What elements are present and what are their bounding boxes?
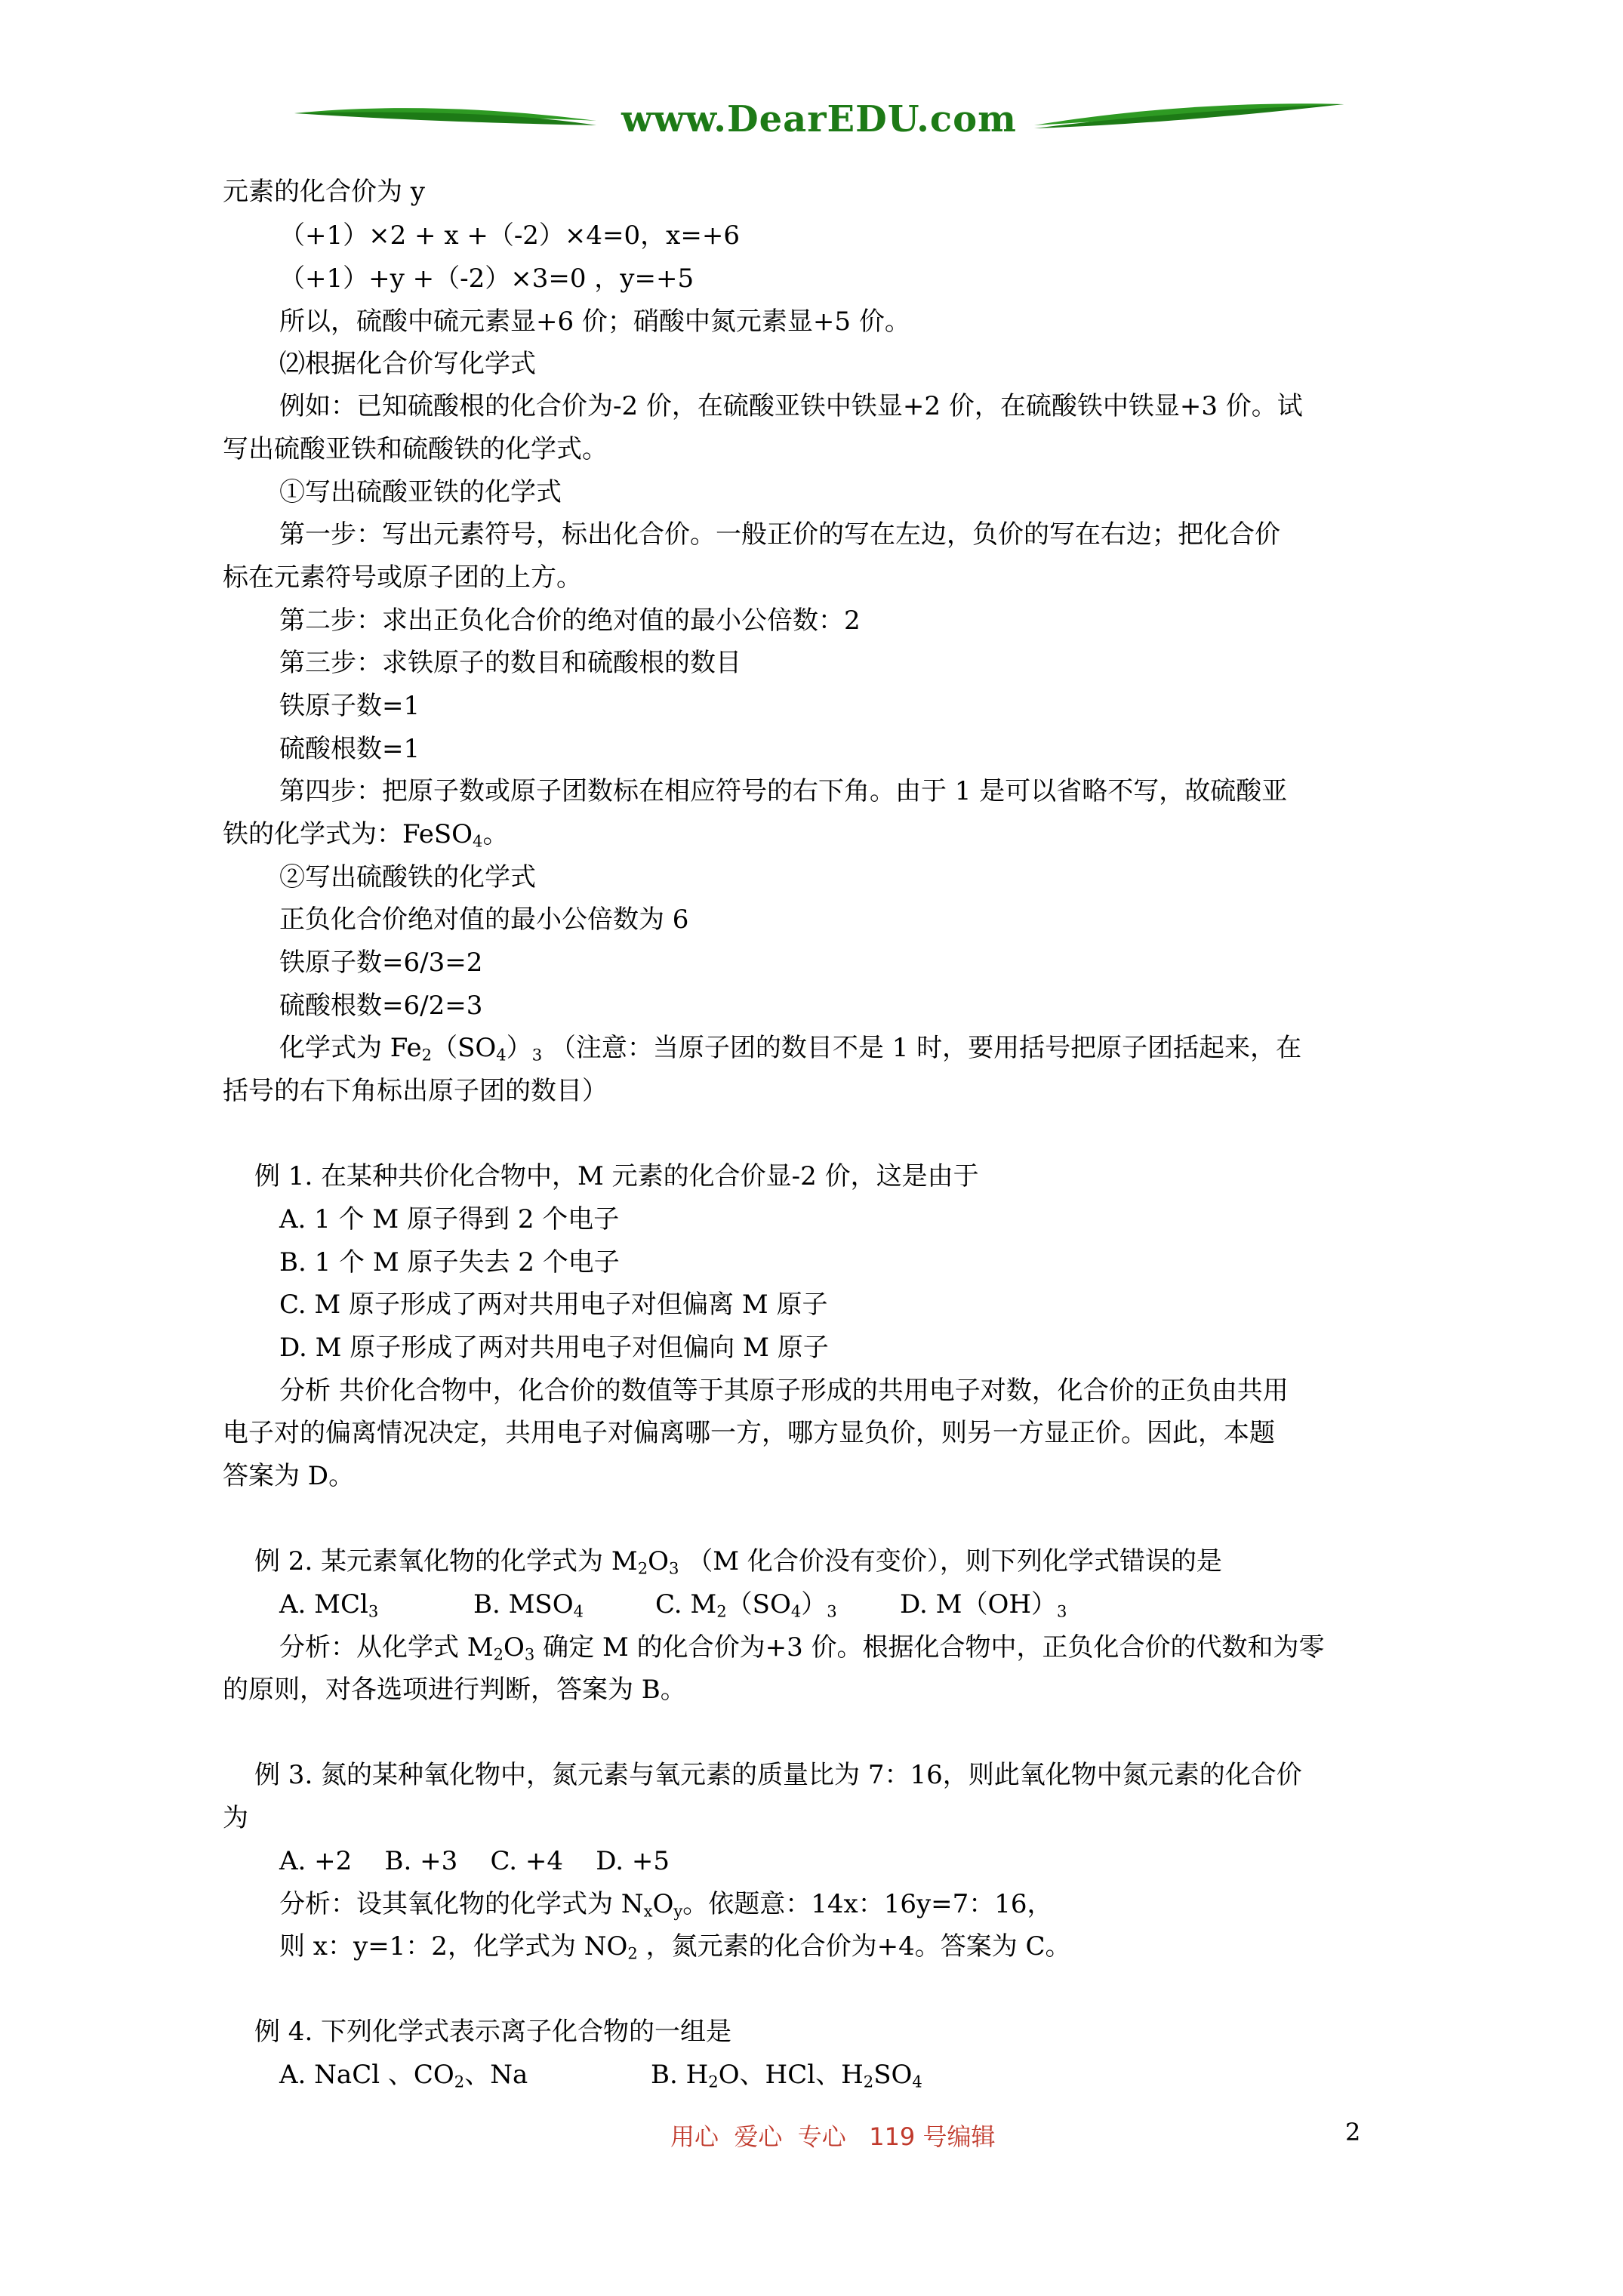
subscript: 2 (627, 1943, 638, 1963)
text-line: 括号的右下角标出原子团的数目） (223, 1076, 608, 1106)
example-2-options (279, 1588, 1067, 1621)
example-1-analysis: 答案为 D。 (223, 1461, 355, 1491)
text-line: 铁原子数=1 (279, 691, 420, 721)
example-1-analysis: 电子对的偏离情况决定，共用电子对偏离哪一方，哪方显负价，则另一方显正价。因此，本题 (223, 1418, 1275, 1448)
subscript: 4 (496, 1045, 507, 1065)
formula-text: ） (801, 1589, 827, 1620)
formula-text: 、Na (464, 2060, 528, 2090)
text-line: 标在元素符号或原子团的上方。 (223, 562, 582, 593)
example-1-question: 例 1. 在某种共价化合物中，M 元素的化合价显-2 价，这是由于 (254, 1161, 979, 1191)
text-line: 第三步：求铁原子的数目和硫酸根的数目 (279, 648, 741, 678)
formula-text: 铁的化学式为：FeSO (223, 819, 473, 849)
example-2-question (254, 1545, 1222, 1578)
subscript: x (643, 1901, 653, 1921)
analysis-text: ，氮元素的化合价为+4。答案为 C。 (637, 1931, 1071, 1962)
site-logo-text[interactable]: www.DearEDU.com (621, 98, 1017, 140)
option-b: B. MSO (473, 1589, 574, 1620)
option-a: A. MCl (279, 1589, 368, 1620)
text-line: 第二步：求出正负化合价的绝对值的最小公倍数：2 (279, 606, 861, 636)
formula-text: O (504, 1632, 525, 1663)
subscript: 4 (573, 1601, 584, 1621)
page-footer (0, 2118, 1623, 2156)
subscript: 3 (524, 1644, 535, 1664)
option-c: C. M (655, 1589, 717, 1620)
text-line (223, 818, 508, 851)
analysis-text: 分析：从化学式 M (279, 1632, 494, 1663)
text-line: 例如：已知硫酸根的化合价为-2 价，在硫酸亚铁中铁显+2 价，在硫酸铁中铁显+3 价。试 (279, 391, 1303, 421)
example-2-analysis (279, 1631, 1325, 1664)
example-4-options (279, 2058, 922, 2091)
example-3-analysis (279, 1930, 1071, 1963)
subsection-heading: ①写出硫酸亚铁的化学式 (279, 477, 562, 507)
note-text: （注意：当原子团的数目不是 1 时，要用括号把原子团括起来，在 (542, 1033, 1302, 1063)
option-b: B. H (651, 2060, 709, 2090)
formula-text: （SO (432, 1033, 497, 1063)
analysis-text: 。依题意：14x：16y=7：16， (682, 1889, 1053, 1919)
text-line: 铁原子数=6/3=2 (279, 948, 483, 978)
text-line: 正负化合价绝对值的最小公倍数为 6 (279, 905, 689, 935)
header-banner (294, 91, 1344, 163)
example-1-option-a: A. 1 个 M 原子得到 2 个电子 (279, 1204, 620, 1234)
text-line: 硫酸根数=1 (279, 734, 420, 764)
subscript: 2 (863, 2072, 874, 2091)
section-heading: ⑵根据化合价写化学式 (279, 349, 536, 379)
analysis-text: 确定 M 的化合价为+3 价。根据化合物中，正负化合价的代数和为零 (534, 1632, 1325, 1663)
formula-text: ） (506, 1033, 532, 1063)
analysis-text: 则 x：y=1：2，化学式为 NO (279, 1931, 628, 1962)
subscript: 4 (912, 2072, 922, 2091)
subscript: 4 (473, 831, 483, 851)
subscript: 2 (454, 2072, 465, 2091)
subscript: 3 (531, 1045, 543, 1065)
subscript: 2 (708, 2072, 719, 2091)
example-1-option-d: D. M 原子形成了两对共用电子对但偏向 M 原子 (279, 1333, 829, 1363)
text-line: 写出硫酸亚铁和硫酸铁的化学式。 (223, 434, 608, 464)
example-3-options: A. +2 B. +3 C. +4 D. +5 (279, 1846, 670, 1876)
text-line (279, 1031, 1301, 1065)
text-line: 元素的化合价为 y (223, 177, 426, 207)
formula-text: （SO (726, 1589, 791, 1620)
example-1-option-b: B. 1 个 M 原子失去 2 个电子 (279, 1247, 620, 1277)
example-4-question: 例 4. 下列化学式表示离子化合物的一组是 (254, 2017, 732, 2047)
subscript: 3 (668, 1558, 679, 1578)
formula-text: O (652, 1889, 674, 1919)
subscript: 4 (790, 1601, 802, 1621)
subscript: 2 (716, 1601, 727, 1621)
subscript: 2 (493, 1644, 504, 1664)
text-line: 第一步：写出元素符号，标出化合价。一般正价的写在左边，负价的写在右边；把化合价 (279, 519, 1280, 550)
subscript: 2 (421, 1045, 433, 1065)
page-number: 2 (1345, 2118, 1361, 2147)
analysis-text: 分析：设其氧化物的化学式为 N (279, 1889, 644, 1919)
example-2-analysis: 的原则，对各选项进行判断，答案为 B。 (223, 1675, 686, 1705)
formula-text: O、HCl、H (718, 2060, 864, 2090)
subscript: 3 (1057, 1601, 1067, 1621)
text-line: （+1）×2 + x +（-2）×4=0，x=+6 (279, 220, 740, 251)
subscript: 3 (368, 1601, 379, 1621)
question-text: 例 2. 某元素氧化物的化学式为 M (254, 1546, 638, 1576)
question-text: （M 化合价没有变价），则下列化学式错误的是 (679, 1546, 1222, 1576)
option-d: D. M（OH） (900, 1589, 1058, 1620)
example-3-question: 例 3. 氮的某种氧化物中，氮元素与氧元素的质量比为 7：16，则此氧化物中氮元素的化合价 (254, 1760, 1302, 1790)
formula-text: 化学式为 Fe (279, 1033, 422, 1063)
formula-text: O (648, 1546, 669, 1576)
text-line: 所以，硫酸中硫元素显+6 价；硝酸中氮元素显+5 价。 (279, 307, 910, 337)
subscript: 3 (827, 1601, 837, 1621)
text-line: 硫酸根数=6/2=3 (279, 991, 483, 1021)
text-line: 第四步：把原子数或原子团数标在相应符号的右下角。由于 1 是可以省略不写，故硫酸亚 (279, 776, 1288, 806)
formula-text: SO (873, 2060, 913, 2090)
option-a: A. NaCl 、CO (279, 2060, 454, 2090)
example-1-analysis: 分析 共价化合物中，化合价的数值等于其原子形成的共用电子对数，化合价的正负由共用 (279, 1376, 1289, 1406)
text-line: （+1）+y +（-2）×3=0 ，y=+5 (279, 264, 694, 294)
example-1-option-c: C. M 原子形成了两对共用电子对但偏离 M 原子 (279, 1290, 828, 1320)
subscript: y (673, 1901, 683, 1921)
example-3-analysis (279, 1888, 1053, 1921)
footer-slogan: 用心 爱心 专心 119 号编辑 (670, 2122, 996, 2151)
subscript: 2 (637, 1558, 648, 1578)
punctuation: 。 (482, 819, 509, 849)
example-3-question: 为 (223, 1803, 248, 1833)
subsection-heading: ②写出硫酸铁的化学式 (279, 862, 536, 892)
